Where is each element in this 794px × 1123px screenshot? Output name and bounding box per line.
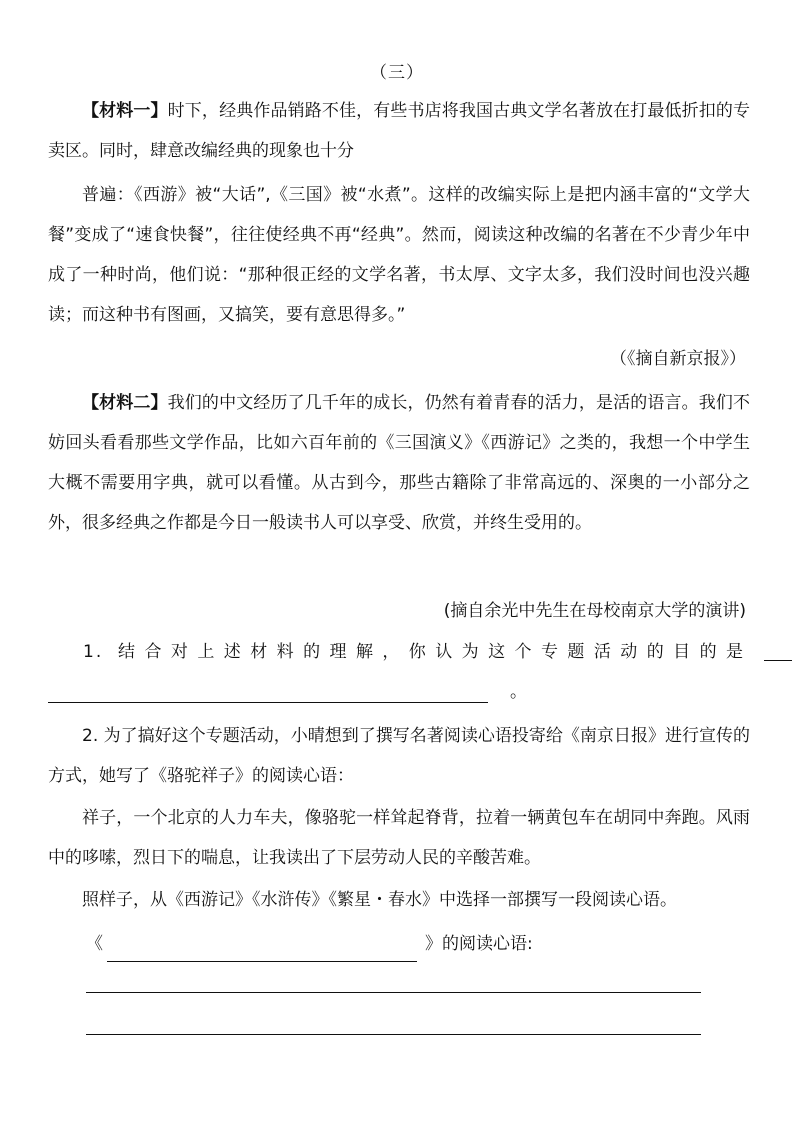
material1-label: 【材料一】 [82, 101, 168, 121]
section-title: （三） [370, 63, 424, 83]
question1-end-mark: 。 [510, 682, 527, 702]
question1-text: 1. 结合对上述材料的理解，你认为这个专题活动的目的是 [83, 642, 745, 662]
material2-label: 【材料二】 [82, 393, 168, 413]
answer-line-2[interactable] [86, 1034, 701, 1035]
material1-source: （《摘自新京报》） [610, 349, 746, 369]
question2-instruction: 照样子，从《西游记》《水浒传》《繁星・春水》中选择一部撰写一段阅读心语。 [82, 890, 677, 910]
book-close-label: 》的阅读心语: [425, 934, 533, 954]
material1-paragraph2: 普遍：《西游》被“大话”,《三国》被“水煮”。这样的改编实际上是把内涵丰富的“文学大餐”变成了“速食快餐”，往往使经典不再“经典”。然而，阅读这种改编的名著在不少青少年中成了一种时尚，他们说：“那种很正经的文学名著，书太厚、文字太多，我们没时间也没兴趣读；而这种书有图画，又搞笑，要有意思得多。” [48, 185, 750, 325]
material1-text: 时下，经典作品销路不佳，有些书店将我国古典文学名著放在打最低折扣的专卖区。同时，肆意改编经典的现象也十分 [48, 101, 751, 161]
material2-text: 我们的中文经历了几千年的成长，仍然有着青春的活力，是活的语言。我们不妨回头看看那些文学作品，比如六百年前的《三国演义》《西游记》之类的，我想一个中学生大概不需要用字典，就可以看懂。从古到今，那些古籍除了非常高远的、深奥的一小部分之外，很多经典之作都是今日一般读书人可以享受、欣赏，并终生受用的。 [48, 393, 751, 533]
answer-line-1[interactable] [86, 992, 701, 993]
material2-paragraph [48, 383, 750, 543]
material2-source: (摘自余光中先生在母校南京大学的演讲) [443, 601, 746, 621]
book-open-mark: 《 [86, 934, 103, 954]
question2-book-line [86, 926, 533, 962]
book-title-blank[interactable] [107, 939, 417, 962]
question1-answer-blank-tail[interactable] [764, 660, 792, 661]
question2-example: 祥子，一个北京的人力车夫，像骆驼一样耸起脊背，拉着一辆黄包车在胡同中奔跑。风雨中的哆嗦，烈日下的喘息，让我读出了下层劳动人民的辛酸苦难。 [48, 808, 750, 868]
question2-intro: 2. 为了搞好这个专题活动，小晴想到了撰写名著阅读心语投寄给《南京日报》进行宣传的方式，她写了《骆驼祥子》的阅读心语： [48, 726, 750, 786]
question1-answer-blank[interactable] [48, 702, 488, 703]
material1-paragraph1 [48, 91, 750, 171]
